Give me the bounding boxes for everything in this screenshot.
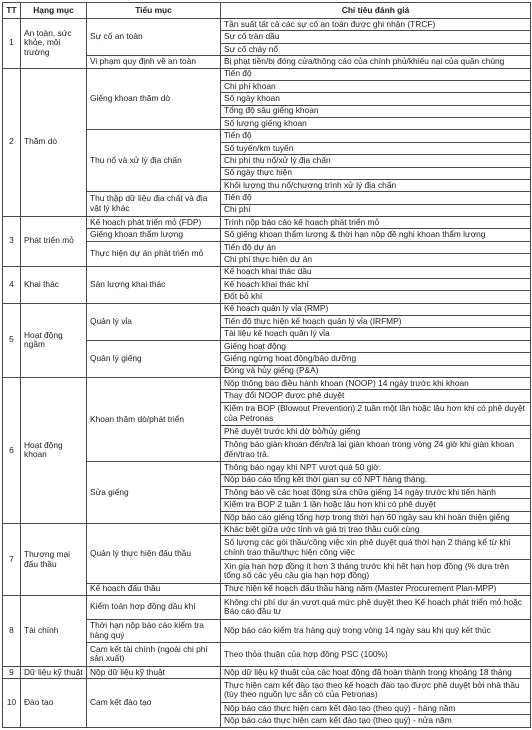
criteria-cell: Nộp báo cáo giếng tổng hợp trong thời hạn 60 ngày sau khi hoàn thiện giếng [221,511,531,523]
subcategory-cell: Giếng khoan thẩm lượng [87,229,221,241]
criteria-cell: Nộp báo cáo thực hiện cam kết đào tạo (theo quý) - hàng năm [221,702,531,714]
criteria-cell: Tiến độ [221,192,531,204]
criteria-cell: Khối lượng thu nổ/chương trình xử lý địa chấn [221,179,531,191]
table-row [3,666,531,678]
subcategory-cell: Quản lý thực hiện đấu thầu [87,524,221,584]
row-number: 3 [3,217,21,267]
criteria-cell: Nộp báo cáo kiểm tra hàng quý trong vòng 14 ngày sau khi quý kết thúc [221,619,531,643]
subcategory-cell: Thời hạn nộp báo cáo kiểm tra hàng quý [87,619,221,643]
criteria-cell: Thực hiện cam kết đào tạo theo kế hoạch đào tạo được phê duyệt bởi nhà thầu (tùy theo nguồn lực sẵn có của Petronas) [221,679,531,703]
criteria-cell: Thực hiện kế hoạch đấu thầu hàng năm (Master Procurement Plan-MPP) [221,583,531,595]
criteria-cell: Phê duyệt trước khi dờ bỏ/hủy giếng [221,426,531,438]
row-number: 7 [3,524,21,596]
subcategory-cell: Sản lượng khai thác [87,266,221,303]
criteria-cell: Tổng độ sâu giếng khoan [221,105,531,117]
criteria-cell: Thông báo giàn khoan đến/trả lại giàn khoan trong vòng 24 giờ khi giàn khoan đến/trao trả. [221,438,531,462]
criteria-cell: Bị phạt tiền/bị đóng cửa/thông cáo của chính phủ/khiếu nại của quần chúng [221,56,531,68]
criteria-cell: Trình nộp báo cáo kế hoạch phát triển mỏ [221,217,531,229]
criteria-cell: Thay đổi NOOP được phê duyệt [221,390,531,402]
criteria-cell: Tiến độ dự án [221,241,531,253]
criteria-cell: Nộp báo cáo tổng kết thời gian sự cố NPT hàng tháng. [221,474,531,486]
subcategory-cell: Quản lý vỉa [87,303,221,340]
table-row [3,377,531,389]
subcategory-cell: Sự cố an toàn [87,19,221,56]
category-cell: Khai thác [21,266,87,303]
subcategory-cell: Thực hiện dự án phát triển mỏ [87,241,221,266]
subcategory-cell: Kiểm toán hợp đồng dầu khí [87,596,221,620]
criteria-cell: Giếng ngừng hoạt động/bảo dưỡng [221,353,531,365]
subcategory-cell: Nộp dữ liệu kỹ thuật [87,666,221,678]
subcategory-cell: Vi phạm quy định về an toàn [87,56,221,68]
criteria-cell: Chi phí khoan [221,80,531,92]
criteria-cell: Nộp dữ liệu kỹ thuật của các hoạt động đã hoàn thành trong khoảng 18 tháng [221,666,531,678]
subcategory-cell: Sửa giếng [87,462,221,524]
row-number: 5 [3,303,21,377]
category-cell: Phát triển mỏ [21,217,87,267]
table-row [3,303,531,315]
category-cell: Đào tạo [21,679,87,728]
criteria-cell: Tần suất tất cả các sự cố an toàn được ghi nhận (TRCF) [221,19,531,31]
row-number: 2 [3,68,21,217]
header-category: Hạng mục [21,3,87,19]
category-cell: Tài chính [21,596,87,667]
criteria-cell: Khác biệt giữa ước tính và giá trị trao thầu cuối cùng [221,524,531,536]
criteria-cell: Chi phí thực hiện dự án [221,254,531,266]
criteria-cell: Số lượng các gói thầu/công việc xin phê duyệt quá thời hạn 2 tháng kể từ khi chính trao thầu/thực hiện công việc [221,536,531,560]
criteria-cell: Tiến độ [221,130,531,142]
row-number: 9 [3,666,21,678]
criteria-cell: Không chi phí dự án vượt quá mức phê duyệt theo Kế hoạch phát triển mỏ hoặc Báo cáo đầu tư [221,596,531,620]
criteria-cell: Kiểm tra BOP 2 tuần 1 lần hoặc lâu hơn khi có phê duyệt [221,499,531,511]
header-subcategory: Tiểu mục [87,3,221,19]
criteria-cell: Thông báo về các hoạt động sửa chữa giếng 14 ngày trước khi tiến hành [221,486,531,498]
subcategory-cell: Kế hoạch đấu thầu [87,583,221,595]
subcategory-cell: Cam kết đào tạo [87,679,221,728]
subcategory-cell: Cam kết tài chính (ngoài chi phí sản xuất) [87,643,221,667]
criteria-cell: Kế hoạch khai thác khí [221,278,531,290]
subcategory-cell: Kế hoạch phát triển mỏ (FDP) [87,217,221,229]
criteria-cell: Sự cố cháy nổ [221,43,531,55]
subcategory-cell: Thu nổ và xử lý địa chấn [87,130,221,192]
criteria-cell: Đốt bỏ khí [221,291,531,303]
criteria-cell: Tiến độ thực hiện kế hoạch quản lý vỉa (IRFMP) [221,316,531,328]
subcategory-cell: Quản lý giếng [87,340,221,377]
header-tt: TT [3,3,21,19]
kpi-table [2,2,531,728]
subcategory-cell: Giếng khoan thăm dò [87,68,221,130]
criteria-cell: Số ngày khoan [221,93,531,105]
table-row [3,524,531,536]
criteria-cell: Số lượng giếng khoan [221,118,531,130]
criteria-cell: Chi phí thu nổ/xử lý địa chấn [221,155,531,167]
header-criteria: Chỉ tiêu đánh giá [221,3,531,19]
category-cell: Dữ liệu kỹ thuật [21,666,87,678]
table-row [3,266,531,278]
row-number: 1 [3,19,21,69]
category-cell: Thương mại đấu thầu [21,524,87,596]
table-row [3,679,531,703]
criteria-cell: Nộp thông báo điều hành khoan (NOOP) 14 ngày trước khi khoan [221,377,531,389]
criteria-cell: Kế hoạch quản lý vỉa (RMP) [221,303,531,315]
criteria-cell: Sự cố tràn dầu [221,31,531,43]
criteria-cell: Giếng hoạt động [221,340,531,352]
criteria-cell: Số tuyến/km tuyến [221,142,531,154]
criteria-cell: Kế hoạch khai thác dầu [221,266,531,278]
criteria-cell: Số ngày thực hiện [221,167,531,179]
subcategory-cell: Thu thập dữ liệu địa chất và địa vật lý khác [87,192,221,217]
criteria-cell: Tiến độ [221,68,531,80]
category-cell: Hoạt động khoan [21,377,87,523]
table-row [3,19,531,31]
row-number: 4 [3,266,21,303]
table-row [3,68,531,80]
category-cell: An toàn, sức khỏe, môi trường [21,19,87,69]
row-number: 10 [3,679,21,728]
criteria-cell: Chi phí [221,204,531,216]
criteria-cell: Nộp báo cáo thực hiện cam kết đào tạo (theo quý) - nửa năm [221,715,531,728]
row-number: 6 [3,377,21,523]
table-row [3,217,531,229]
criteria-cell: Tài liệu kế hoạch quản lý vỉa [221,328,531,340]
criteria-cell: Xin gia hạn hợp đồng ít hơn 3 tháng trước khi hết hạn hợp đồng (% dựa trên tổng số các yêu cầu gia hạn hợp đồng) [221,560,531,584]
header-row [3,3,531,19]
table-body [3,19,531,728]
row-number: 8 [3,596,21,667]
table-row [3,596,531,620]
category-cell: Hoạt động ngầm [21,303,87,377]
criteria-cell: Kiểm tra BOP (Blowout Prevention) 2 tuần một lần hoặc lâu hơn khi có phê duyệt của Petronas [221,402,531,426]
criteria-cell: Số giếng khoan thẩm lượng & thời hạn nộp đề nghị khoan thẩm lượng [221,229,531,241]
subcategory-cell: Khoan thăm dò/phát triển [87,377,221,461]
criteria-cell: Thông báo ngay khi NPT vượt quá 50 giờ. [221,462,531,474]
criteria-cell: Theo thỏa thuận của hợp đồng PSC (100%) [221,643,531,667]
criteria-cell: Đóng và hủy giếng (P&A) [221,365,531,377]
category-cell: Thăm dò [21,68,87,217]
